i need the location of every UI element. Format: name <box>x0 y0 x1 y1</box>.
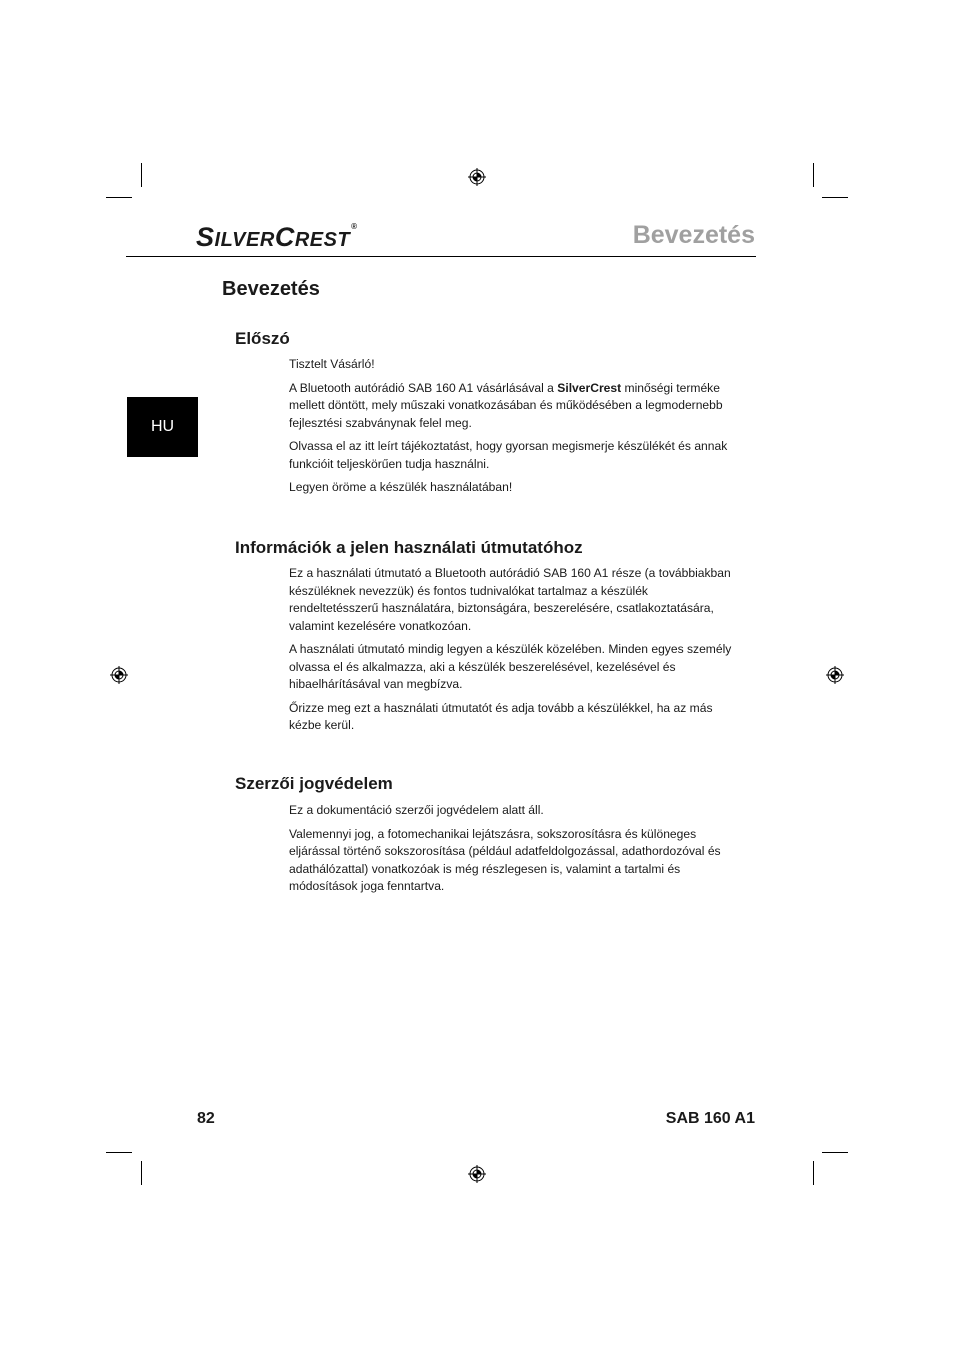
paragraph: Ez a dokumentáció szerzői jogvédelem alatt áll. <box>289 803 544 817</box>
page-title: Bevezetés <box>222 278 320 300</box>
paragraph: Legyen öröme a készülék használatában! <box>289 480 513 494</box>
section-body <box>289 356 735 503</box>
section-body <box>289 565 735 741</box>
crop-mark <box>822 1152 848 1153</box>
paragraph: Ez a használati útmutató a Bluetooth autórádió SAB 160 A1 része (a továbbiakban készüléknek nevezzük) és fontos tudnivalókat tartalmaz a készülék rendeltetésszerű használatára, biztonságára, beszerelésére, csatlakoztatására, valamint kezelésére vonatkozóan. <box>289 566 731 633</box>
paragraph-text: A Bluetooth autórádió SAB 160 A1 vásárlásával a <box>289 380 558 395</box>
registration-mark-icon <box>468 1165 486 1183</box>
paragraph <box>289 380 735 433</box>
logo-letters: REST <box>294 229 351 251</box>
brand-logo <box>196 222 358 253</box>
language-tab: HU <box>127 397 198 457</box>
crop-mark <box>106 1152 132 1153</box>
header-divider <box>126 256 756 257</box>
registered-trademark: ® <box>351 222 358 231</box>
logo-letter: C <box>274 222 295 252</box>
crop-mark <box>106 197 132 198</box>
logo-letters: ILVER <box>214 229 275 251</box>
section-heading: Előszó <box>235 329 290 348</box>
paragraph: Őrizze meg ezt a használati útmutatót és adja tovább a készülékkel, ha az más kézbe kerül. <box>289 700 713 732</box>
section-heading: Szerzői jogvédelem <box>235 774 393 793</box>
crop-mark <box>813 1161 814 1185</box>
registration-mark-icon <box>468 168 486 186</box>
registration-mark-icon <box>110 666 128 684</box>
crop-mark <box>813 163 814 187</box>
paragraph: A használati útmutató mindig legyen a készülék közelében. Minden egyes személy olvassa el és alkalmazza, aki a készülék beszerelésével, kezelésével és hibaelhárításával van megbízva. <box>289 642 732 691</box>
model-number: SAB 160 A1 <box>665 1110 755 1127</box>
crop-mark <box>822 197 848 198</box>
registration-mark-icon <box>826 666 844 684</box>
crop-mark <box>141 163 142 187</box>
paragraph-text: minőségi terméke mellett döntött, mely műszaki vonatkozásában és működésében a legmodernebb fejlesztési szabványnak felel meg. <box>289 380 723 430</box>
logo-letter: S <box>196 222 215 252</box>
paragraph: Valemennyi jog, a fotomechanikai lejátszásra, sokszorosításra és különeges eljárással történő sokszorosítása (például adatfeldolgozással, adathordozóval és adathálózattal) vonatkozóak is még részlegesen is, valamint a tartalmi és módosítások joga fenntartva. <box>289 826 721 893</box>
section-body <box>289 802 735 902</box>
paragraph: Tisztelt Vásárló! <box>289 357 375 371</box>
page-number: 82 <box>197 1110 215 1127</box>
section-heading: Információk a jelen használati útmutatóhoz <box>235 538 583 557</box>
crop-mark <box>141 1161 142 1185</box>
header-title: Bevezetés <box>632 221 755 249</box>
paragraph: Olvassa el az itt leírt tájékoztatást, hogy gyorsan megismerje készülékét és annak funkcióit teljeskörűen tudja használni. <box>289 439 728 471</box>
brand-name: SilverCrest <box>557 380 622 395</box>
